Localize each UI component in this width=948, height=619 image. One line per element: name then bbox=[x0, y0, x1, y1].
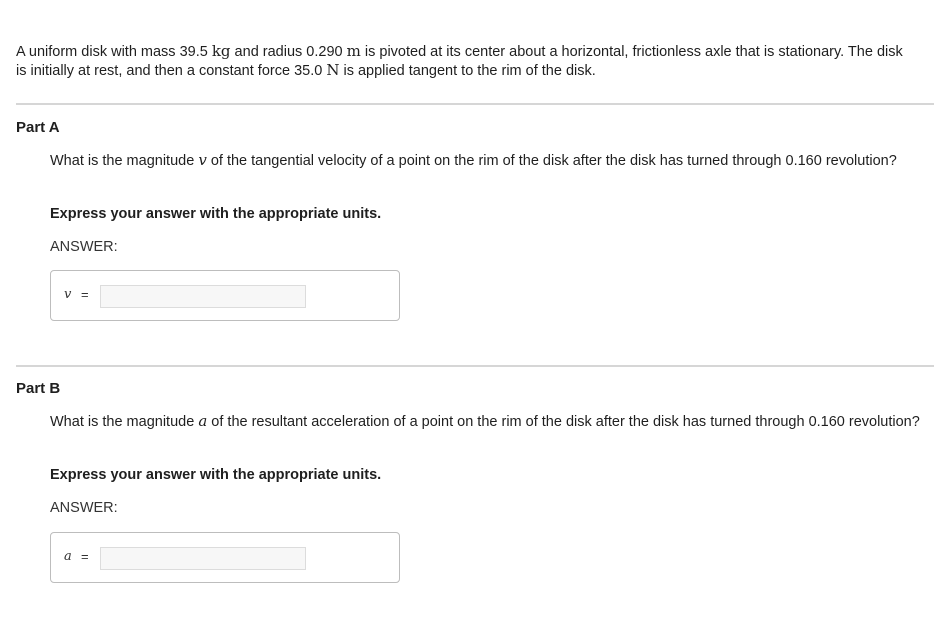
part-b-answer-variable: a bbox=[64, 549, 72, 564]
problem-statement bbox=[16, 42, 916, 80]
part-a-question-text-1: What is the magnitude bbox=[50, 153, 199, 169]
mass-unit: kg bbox=[211, 42, 231, 60]
part-a-answer-label: ANSWER: bbox=[50, 239, 118, 255]
part-a-title: Part A bbox=[16, 119, 60, 136]
part-b-instruction: Express your answer with the appropriate units. bbox=[50, 467, 382, 483]
intro-text-3: is pivoted at its center about a horizontal, frictionless axle that is stationary. The disk is initially at rest, and then a constant force 35.0 bbox=[16, 44, 903, 79]
part-a-divider bbox=[16, 103, 934, 105]
part-a-instruction: Express your answer with the appropriate units. bbox=[50, 206, 382, 222]
force-unit: N bbox=[326, 61, 340, 79]
part-a-answer-box bbox=[50, 270, 400, 321]
part-b-title: Part B bbox=[16, 380, 61, 397]
part-b-question-text-1: What is the magnitude bbox=[50, 414, 199, 430]
part-b-answer-label: ANSWER: bbox=[50, 500, 118, 516]
intro-text-2: and radius 0.290 bbox=[230, 44, 347, 60]
part-a-variable: v bbox=[198, 151, 207, 169]
part-a-equals-sign: = bbox=[81, 287, 89, 302]
intro-text-1: A uniform disk with mass 39.5 bbox=[16, 44, 212, 60]
part-b-question-text-2: of the resultant acceleration of a point on the rim of the disk after the disk has turned through 0.160 revolution? bbox=[207, 414, 920, 430]
radius-unit: m bbox=[346, 42, 361, 60]
part-b-divider bbox=[16, 365, 934, 367]
part-a-question-text-2: of the tangential velocity of a point on the rim of the disk after the disk has turned through 0.160 revolution? bbox=[206, 153, 897, 169]
part-a-question bbox=[50, 151, 938, 171]
part-b-answer-input[interactable] bbox=[100, 547, 306, 570]
part-b-answer-box bbox=[50, 532, 400, 583]
intro-text-4: is applied tangent to the rim of the disk. bbox=[339, 63, 596, 79]
part-a-answer-variable: v bbox=[64, 287, 72, 302]
part-a-answer-input[interactable] bbox=[100, 285, 306, 308]
part-b-equals-sign: = bbox=[81, 549, 89, 564]
part-b-variable: a bbox=[198, 412, 208, 430]
part-b-question bbox=[50, 412, 938, 432]
